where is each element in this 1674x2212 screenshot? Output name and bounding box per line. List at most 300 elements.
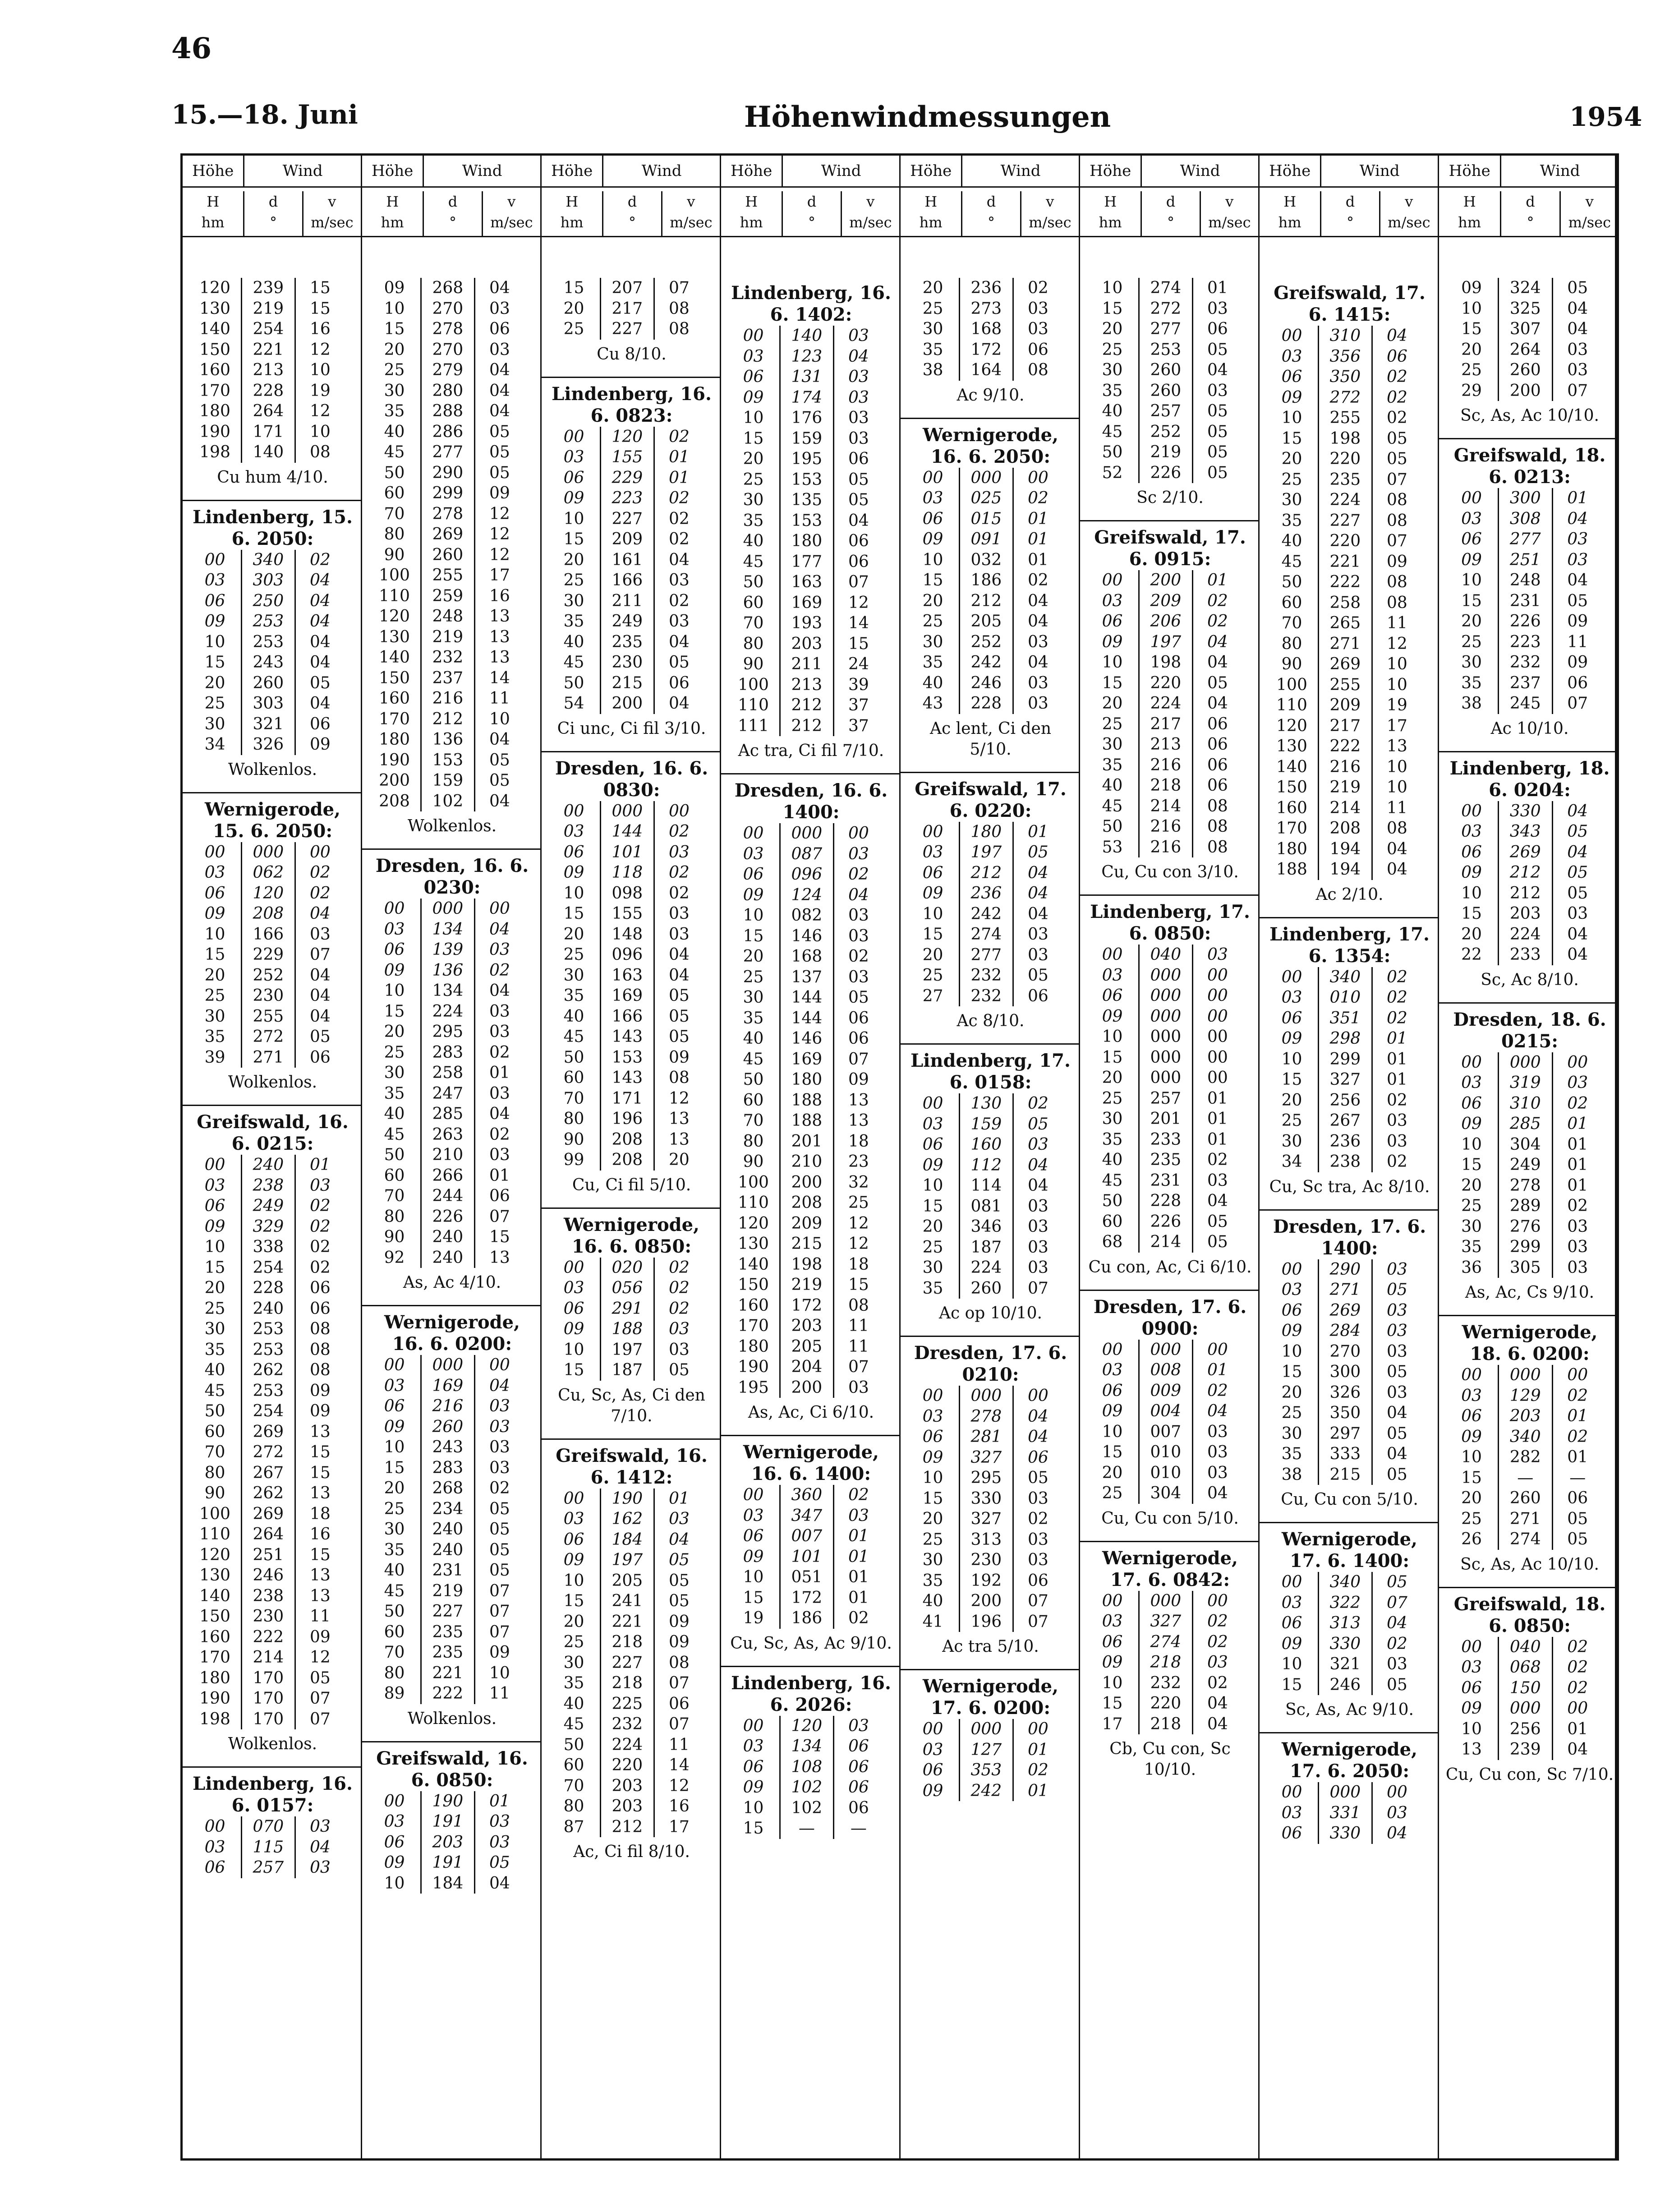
table-row	[368, 278, 536, 299]
direction-cell: 208	[600, 1150, 653, 1171]
direction-cell: 218	[600, 1632, 653, 1653]
table-row	[368, 688, 536, 709]
direction-cell: 196	[600, 1109, 653, 1129]
direction-cell: 200	[1138, 570, 1192, 591]
speed-cell: 00	[1192, 965, 1242, 986]
height-cell: 03	[1281, 347, 1302, 366]
speed-cell: 08	[1192, 816, 1242, 837]
table-row	[368, 1104, 536, 1124]
station-heading: Lindenberg, 16. 6. 0823:	[552, 383, 712, 426]
speed-cell: 04	[1012, 591, 1062, 612]
speed-cell: 03	[474, 1145, 524, 1166]
table-row	[1445, 360, 1614, 381]
speed-cell: 03	[1012, 673, 1062, 694]
height-cell: 30	[743, 491, 764, 509]
table-row	[727, 946, 895, 967]
direction-cell: 101	[600, 842, 653, 863]
table-row	[548, 1571, 715, 1591]
direction-cell: 350	[1318, 1403, 1371, 1424]
table-row	[1445, 945, 1614, 965]
table-row	[368, 1560, 536, 1581]
direction-cell: 227	[600, 509, 653, 530]
speed-cell: 03	[1371, 1111, 1421, 1131]
h-unit: hm	[740, 214, 763, 231]
v-unit: m/sec	[1029, 214, 1072, 231]
height-cell: 15	[1461, 904, 1482, 923]
height-cell: 15	[563, 1361, 584, 1379]
height-cell: 160	[379, 689, 410, 708]
direction-cell: 235	[600, 632, 653, 653]
wind-header: Wind	[243, 156, 361, 186]
direction-cell: 246	[241, 1565, 294, 1586]
direction-cell: 300	[1498, 488, 1552, 509]
speed-cell: 05	[1192, 340, 1242, 360]
speed-cell: 05	[653, 1027, 704, 1047]
table-row	[548, 1109, 715, 1129]
speed-cell: 05	[1192, 401, 1242, 422]
table-row	[189, 442, 356, 463]
cloud-remark: Sc 2/10.	[1136, 488, 1204, 507]
unit-header-row	[721, 188, 899, 237]
header-row	[542, 156, 720, 188]
table-row	[368, 1022, 536, 1042]
direction-cell: 278	[420, 504, 474, 525]
height-cell: 50	[384, 463, 405, 482]
speed-cell: 05	[294, 1668, 345, 1689]
speed-cell: 03	[1012, 1196, 1062, 1217]
height-cell: 180	[379, 730, 410, 749]
speed-cell: 03	[1552, 529, 1602, 550]
direction-cell: 120	[600, 427, 653, 447]
height-cell: 15	[1102, 673, 1123, 692]
speed-cell: 16	[653, 1796, 704, 1817]
direction-cell: 255	[1318, 675, 1371, 696]
table-row	[907, 1781, 1074, 1802]
table-row	[727, 449, 895, 470]
speed-cell: 06	[294, 1047, 345, 1068]
table-row	[368, 442, 536, 463]
direction-cell: 216	[1318, 757, 1371, 778]
height-cell: 06	[563, 843, 584, 862]
height-cell: 06	[922, 509, 943, 528]
table-row	[1445, 1365, 1614, 1386]
speed-cell: 15	[294, 1463, 345, 1484]
table-row	[907, 1468, 1074, 1488]
height-cell: 190	[199, 1689, 230, 1708]
direction-cell: 233	[1498, 945, 1552, 965]
table-row	[907, 611, 1074, 632]
table-row	[1266, 1654, 1433, 1675]
direction-cell: 217	[1138, 714, 1192, 735]
wind-header: Wind	[602, 156, 720, 186]
direction-cell: 269	[1498, 842, 1552, 863]
height-cell: 09	[563, 1551, 584, 1569]
speed-cell: 04	[1012, 1406, 1062, 1427]
height-cell: 03	[563, 1510, 584, 1528]
direction-cell: 210	[779, 1152, 833, 1172]
station-heading: Wernigerode, 16. 6. 1400:	[743, 1442, 879, 1484]
station-block	[183, 799, 361, 1093]
speed-cell: 01	[1552, 1447, 1602, 1468]
block-separator	[1260, 1522, 1438, 1523]
speed-cell: 08	[1371, 490, 1421, 511]
direction-cell: 321	[1318, 1654, 1371, 1675]
direction-cell: 143	[600, 1068, 653, 1088]
table-row	[1266, 1362, 1433, 1382]
table-row	[1445, 673, 1614, 694]
table-row	[368, 1601, 536, 1622]
direction-cell: 211	[779, 654, 833, 675]
speed-cell: 09	[653, 1047, 704, 1068]
height-cell: 30	[1461, 653, 1482, 672]
height-cell: 35	[922, 653, 943, 672]
speed-cell: 03	[653, 924, 704, 945]
direction-cell: 236	[959, 883, 1012, 904]
direction-cell: 040	[1498, 1637, 1552, 1658]
speed-cell: 07	[474, 1581, 524, 1602]
direction-cell: 214	[241, 1647, 294, 1668]
height-cell: 15	[384, 320, 405, 338]
height-cell: 30	[922, 1258, 943, 1277]
height-cell: 35	[743, 1009, 764, 1028]
direction-cell: 245	[1498, 693, 1552, 714]
direction-cell: 308	[1498, 509, 1552, 530]
speed-cell: 04	[1552, 945, 1602, 965]
direction-cell: 262	[241, 1360, 294, 1381]
height-cell: 80	[743, 1132, 764, 1151]
direction-cell: 259	[420, 586, 474, 607]
direction-cell: 267	[1318, 1111, 1371, 1131]
direction-cell: 304	[1498, 1134, 1552, 1155]
height-cell: 25	[1461, 1197, 1482, 1215]
speed-cell: 02	[1192, 1673, 1242, 1694]
speed-cell: 03	[653, 1509, 704, 1530]
speed-cell: 02	[1552, 1386, 1602, 1406]
height-cell: 110	[738, 696, 769, 714]
speed-cell: 06	[833, 552, 883, 572]
cloud-remark: Cu hum 4/10.	[217, 468, 328, 487]
table-row	[1086, 1212, 1254, 1232]
speed-cell: 00	[1192, 1027, 1242, 1047]
speed-cell: 04	[653, 965, 704, 986]
height-cell: 00	[1102, 945, 1123, 964]
speed-cell: 07	[294, 945, 345, 965]
speed-cell: 09	[1552, 652, 1602, 673]
direction-cell: 191	[420, 1853, 474, 1873]
table-column	[362, 156, 542, 2158]
direction-cell: 068	[1498, 1657, 1552, 1678]
speed-cell: 06	[1192, 775, 1242, 796]
table-row	[1445, 1386, 1614, 1406]
direction-cell: 233	[1138, 1129, 1192, 1150]
direction-cell: 222	[420, 1683, 474, 1704]
table-column	[1260, 156, 1439, 2158]
direction-cell: 172	[779, 1295, 833, 1316]
direction-cell: 227	[420, 1601, 474, 1622]
station-block	[1439, 1009, 1619, 1304]
height-cell: 36	[1461, 1258, 1482, 1277]
station-block	[901, 1676, 1079, 1801]
speed-cell: 05	[1552, 591, 1602, 612]
table-row	[189, 1278, 356, 1299]
table-row	[727, 1378, 895, 1398]
height-cell: 34	[204, 735, 225, 754]
station-heading: Greifswald, 18. 6. 0213:	[1453, 445, 1606, 488]
speed-cell: 03	[833, 387, 883, 408]
height-cell: 06	[563, 1299, 584, 1318]
cloud-remark: Ci unc, Ci fil 3/10.	[557, 719, 706, 738]
speed-cell: 11	[833, 1336, 883, 1357]
speed-cell: 19	[294, 381, 345, 401]
height-cell: 10	[922, 904, 943, 923]
height-cell: 25	[1281, 470, 1302, 489]
height-cell: 03	[1461, 1074, 1482, 1092]
direction-cell: 242	[959, 904, 1012, 925]
direction-cell: 194	[1318, 839, 1371, 860]
table-row	[1086, 381, 1254, 401]
height-cell: 03	[1281, 988, 1302, 1007]
table-row	[727, 905, 895, 926]
speed-cell: 01	[1371, 1069, 1421, 1090]
station-block	[1260, 1216, 1438, 1511]
table-row	[368, 1166, 536, 1186]
height-cell: 20	[922, 1510, 943, 1528]
table-row	[1445, 278, 1614, 299]
speed-cell: 03	[474, 340, 524, 360]
speed-cell: 03	[1552, 1258, 1602, 1278]
table-row	[548, 1550, 715, 1571]
table-row	[727, 1295, 895, 1316]
direction-cell: 172	[959, 340, 1012, 360]
direction-cell: 203	[779, 1316, 833, 1336]
table-row	[368, 1663, 536, 1684]
speed-cell: 05	[1012, 965, 1062, 986]
height-cell: 150	[1276, 778, 1307, 797]
table-row	[1445, 1175, 1614, 1196]
height-cell: 170	[199, 1648, 230, 1667]
speed-cell: 07	[833, 1357, 883, 1378]
direction-cell: 268	[420, 1478, 474, 1499]
table-row	[727, 1547, 895, 1567]
height-header: Höhe	[1269, 162, 1311, 180]
header-row	[1080, 156, 1258, 188]
direction-cell: 250	[241, 591, 294, 612]
direction-cell: 198	[1318, 429, 1371, 449]
speed-cell: 03	[1371, 1321, 1421, 1341]
speed-cell: 04	[1552, 842, 1602, 863]
speed-cell: 06	[1012, 986, 1062, 1007]
table-row	[1266, 859, 1433, 880]
table-row	[1086, 816, 1254, 837]
table-row	[907, 529, 1074, 550]
speed-cell: 03	[1012, 1217, 1062, 1237]
table-column	[1080, 156, 1260, 2158]
speed-cell: 06	[833, 1008, 883, 1029]
speed-cell: 06	[833, 1798, 883, 1819]
direction-cell: 220	[1138, 673, 1192, 694]
speed-cell: 13	[474, 627, 524, 648]
height-cell: 45	[1102, 797, 1123, 816]
table-row	[368, 1832, 536, 1853]
direction-cell: 253	[241, 632, 294, 653]
station-heading: Greifswald, 16. 6. 0215:	[197, 1111, 349, 1154]
direction-cell: 305	[1498, 1258, 1552, 1278]
speed-cell: 00	[1192, 1068, 1242, 1088]
h-label: H	[566, 193, 579, 210]
speed-cell: 05	[1192, 422, 1242, 442]
speed-cell: 04	[294, 652, 345, 673]
speed-cell: 10	[474, 709, 524, 730]
height-cell: 60	[563, 1069, 584, 1087]
speed-cell: 04	[1192, 1401, 1242, 1422]
height-cell: 170	[379, 710, 410, 728]
height-cell: 09	[1102, 1653, 1123, 1672]
table-row	[727, 1777, 895, 1798]
height-cell: 140	[199, 1586, 230, 1605]
height-cell: 06	[204, 1197, 225, 1215]
height-cell: 06	[1461, 843, 1482, 862]
direction-cell: 338	[241, 1237, 294, 1258]
direction-cell: 091	[959, 529, 1012, 550]
height-cell: 03	[922, 1407, 943, 1426]
height-cell: 10	[384, 1874, 405, 1893]
height-cell: 15	[922, 1489, 943, 1508]
height-header: Höhe	[910, 162, 952, 180]
station-heading: Lindenberg, 16. 6. 0157:	[193, 1773, 353, 1816]
station-heading: Greifswald, 16. 6. 1412:	[556, 1445, 708, 1488]
station-heading: Lindenberg, 16. 6. 2026:	[731, 1672, 891, 1715]
station-heading: Lindenberg, 17. 6. 1354:	[1269, 923, 1430, 967]
table-row	[368, 647, 536, 668]
height-cell: 20	[743, 450, 764, 468]
speed-cell: 37	[833, 695, 883, 716]
speed-cell: 03	[294, 1175, 345, 1196]
speed-cell: 12	[653, 1088, 704, 1109]
speed-cell: 01	[833, 1547, 883, 1567]
speed-cell: 02	[653, 883, 704, 904]
direction-cell: 254	[241, 319, 294, 340]
direction-cell: 252	[959, 632, 1012, 653]
height-cell: 09	[1461, 550, 1482, 569]
speed-cell: 01	[1012, 1740, 1062, 1760]
speed-cell: 04	[653, 945, 704, 965]
height-cell: 09	[1461, 1699, 1482, 1718]
direction-cell: 327	[959, 1509, 1012, 1530]
table-row	[1086, 1129, 1254, 1150]
table-row	[1266, 1572, 1433, 1593]
height-cell: 30	[1102, 1110, 1123, 1128]
speed-cell: 04	[1552, 570, 1602, 591]
station-block	[1439, 1322, 1619, 1575]
block-separator	[362, 848, 540, 850]
wind-header: Wind	[1141, 156, 1258, 186]
station-block	[362, 1312, 540, 1729]
speed-cell: 06	[833, 1777, 883, 1798]
speed-cell: 15	[294, 1442, 345, 1463]
header-row	[901, 156, 1079, 188]
table-row	[907, 632, 1074, 653]
height-cell: 06	[384, 1397, 405, 1415]
direction-cell: 356	[1318, 346, 1371, 367]
direction-cell: 254	[241, 1258, 294, 1278]
speed-cell: 02	[1552, 1657, 1602, 1678]
station-block	[901, 1342, 1079, 1657]
height-cell: 20	[563, 925, 584, 944]
table-row	[907, 1760, 1074, 1781]
speed-cell: 12	[833, 593, 883, 613]
height-cell: 60	[1281, 593, 1302, 612]
height-cell: 54	[563, 694, 584, 713]
direction-cell: 219	[420, 627, 474, 648]
height-cell: 25	[922, 299, 943, 318]
cloud-remark: Wolkenlos.	[228, 760, 317, 779]
height-cell: 60	[384, 1622, 405, 1641]
table-row	[189, 360, 356, 381]
direction-cell: 255	[420, 565, 474, 586]
block-separator	[1439, 1315, 1619, 1316]
height-cell: 45	[384, 1125, 405, 1144]
table-row	[548, 1088, 715, 1109]
table-row	[189, 1006, 356, 1027]
height-cell: 10	[563, 1571, 584, 1590]
speed-cell: 25	[833, 1193, 883, 1213]
speed-cell: 07	[1371, 1593, 1421, 1613]
speed-cell: 08	[653, 319, 704, 340]
table-row	[1086, 734, 1254, 755]
table-row	[189, 278, 356, 299]
cloud-remark: Ac op 10/10.	[939, 1304, 1042, 1323]
speed-cell: 04	[1371, 1823, 1421, 1844]
direction-cell: 129	[1498, 1386, 1552, 1406]
speed-cell: 04	[294, 570, 345, 591]
speed-cell: 01	[1012, 822, 1062, 843]
cloud-remark: Sc, As, Ac 10/10.	[1460, 1555, 1599, 1574]
direction-cell: 208	[600, 1129, 653, 1150]
height-cell: 40	[563, 632, 584, 651]
height-cell: 25	[204, 1299, 225, 1318]
height-cell: 30	[384, 1064, 405, 1082]
table-row	[1266, 1593, 1433, 1613]
table-row	[1266, 1259, 1433, 1280]
table-row	[1266, 1803, 1433, 1824]
table-row	[727, 1818, 895, 1839]
block-separator	[721, 1666, 899, 1667]
height-cell: 60	[563, 1756, 584, 1774]
speed-cell: 02	[1552, 1093, 1602, 1114]
height-cell: 80	[1281, 634, 1302, 653]
speed-cell: 10	[294, 360, 345, 381]
height-cell: 13	[1461, 1740, 1482, 1759]
station-block	[1080, 1548, 1258, 1781]
v-label: v	[1405, 193, 1413, 210]
direction-cell: 277	[959, 945, 1012, 966]
table-row	[548, 427, 715, 447]
speed-cell: 39	[833, 675, 883, 696]
height-cell: 70	[384, 1187, 405, 1205]
table-row	[1445, 1093, 1614, 1114]
speed-cell: 05	[1012, 842, 1062, 863]
table-row	[727, 1111, 895, 1131]
height-cell: 03	[922, 843, 943, 862]
direction-cell: 227	[1318, 511, 1371, 531]
speed-cell: 08	[1012, 360, 1062, 381]
table-row	[548, 488, 715, 509]
speed-cell: 04	[294, 903, 345, 924]
h-label: H	[1463, 193, 1476, 210]
wind-header: Wind	[1320, 156, 1438, 186]
direction-cell: 289	[1498, 1196, 1552, 1217]
speed-cell: 00	[1192, 1591, 1242, 1612]
